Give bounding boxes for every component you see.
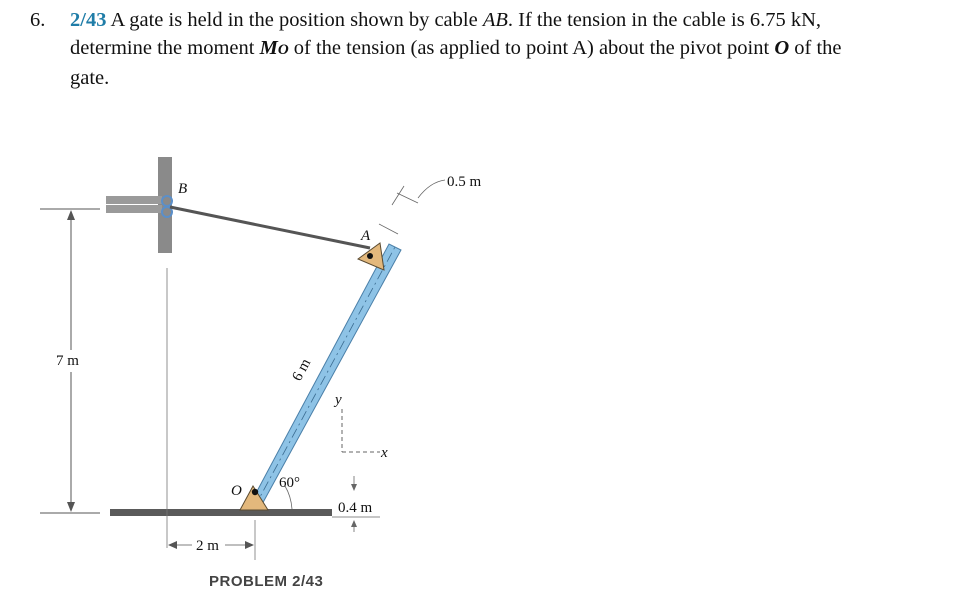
problem-text-2b: of the tension (as applied to point A) about the pivot point xyxy=(288,37,775,59)
pin-a xyxy=(367,253,373,259)
problem-code: 2/43 xyxy=(70,9,107,31)
ground xyxy=(110,509,332,516)
problem-text-2a: determine the moment xyxy=(70,37,260,59)
cable-ab xyxy=(170,207,370,248)
label-04m: 0.4 m xyxy=(338,500,373,516)
dim-05-leader xyxy=(418,180,445,198)
dim-05-ext-1 xyxy=(379,224,398,234)
pivot-pin-o xyxy=(252,489,258,495)
problem-line-3: gate. xyxy=(70,67,110,89)
problem-number: 6. xyxy=(30,9,46,31)
wall-bracket-bottom xyxy=(106,205,162,213)
dim-2m-arrow-right xyxy=(245,541,254,549)
dim-7m-arrow-down xyxy=(67,502,75,512)
dim-04-arrow-down xyxy=(351,484,357,491)
cable-name: AB xyxy=(482,9,508,31)
label-a: A xyxy=(361,228,371,244)
figure-caption: PROBLEM 2/43 xyxy=(209,573,324,590)
gate-centerline xyxy=(254,247,395,508)
label-x: x xyxy=(381,445,388,461)
moment-subscript: O xyxy=(277,42,289,58)
label-2m: 2 m xyxy=(196,538,219,554)
dim-05-line xyxy=(397,193,418,203)
problem-text-1b: . If the tension in the cable is 6.75 kN, xyxy=(507,9,822,31)
problem-text-2c: of the xyxy=(789,37,842,59)
dim-2m-arrow-left xyxy=(168,541,177,549)
label-b: B xyxy=(178,181,188,197)
moment-symbol: M xyxy=(259,37,278,59)
wall-bracket-top xyxy=(106,196,162,204)
dim-04-arrow-up xyxy=(351,520,357,527)
label-y: y xyxy=(335,392,342,408)
label-05m: 0.5 m xyxy=(447,174,482,190)
problem-text-1: A gate is held in the position shown by cable xyxy=(110,9,483,31)
dim-7m-arrow-up xyxy=(67,210,75,220)
label-7m: 7 m xyxy=(56,353,79,369)
label-o: O xyxy=(231,483,242,499)
label-angle: 60° xyxy=(279,475,300,491)
gate xyxy=(248,244,401,508)
pivot-symbol: O xyxy=(774,37,790,59)
label-6m: 6 m xyxy=(289,356,315,384)
